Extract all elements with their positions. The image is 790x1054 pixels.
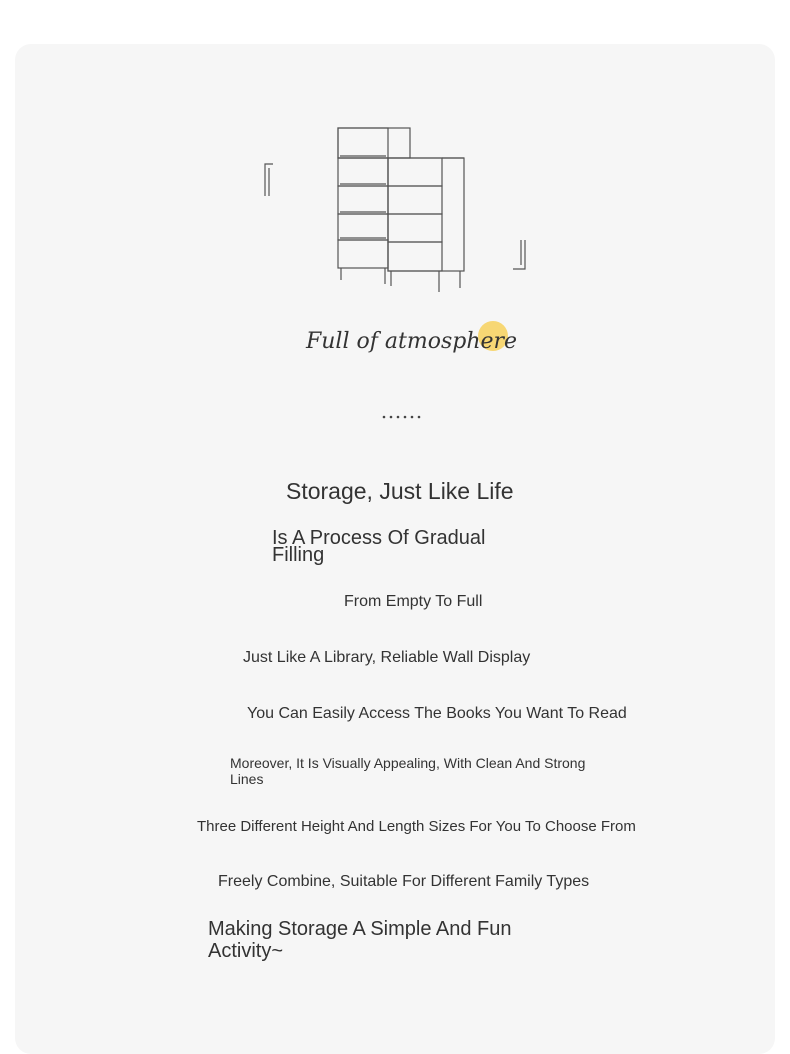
copy-line-4: Just Like A Library, Reliable Wall Display <box>243 649 531 666</box>
copy-line-1: Storage, Just Like Life <box>286 478 514 504</box>
copy-line-9: Making Storage A Simple And Fun Activity~ <box>208 918 512 962</box>
copy-line-5: You Can Easily Access The Books You Want To Read <box>247 705 627 722</box>
dots-divider <box>380 410 426 420</box>
copy-line-7: Three Different Height And Length Sizes For You To Choose From <box>197 818 636 835</box>
copy-line-8: Freely Combine, Suitable For Different Family Types <box>218 873 590 890</box>
copy-line-2: Is A Process Of Gradual Filling <box>272 527 486 566</box>
left-bracket-icon <box>265 164 273 196</box>
script-heading-text: Full of atmosphere <box>306 329 518 354</box>
cabinet-illustration <box>255 120 535 300</box>
copy-line-3: From Empty To Full <box>344 593 483 610</box>
right-bracket-icon <box>513 240 525 269</box>
script-heading <box>300 318 520 362</box>
copy-line-6: Moreover, It Is Visually Appealing, With Clean And Strong Lines <box>230 755 586 787</box>
